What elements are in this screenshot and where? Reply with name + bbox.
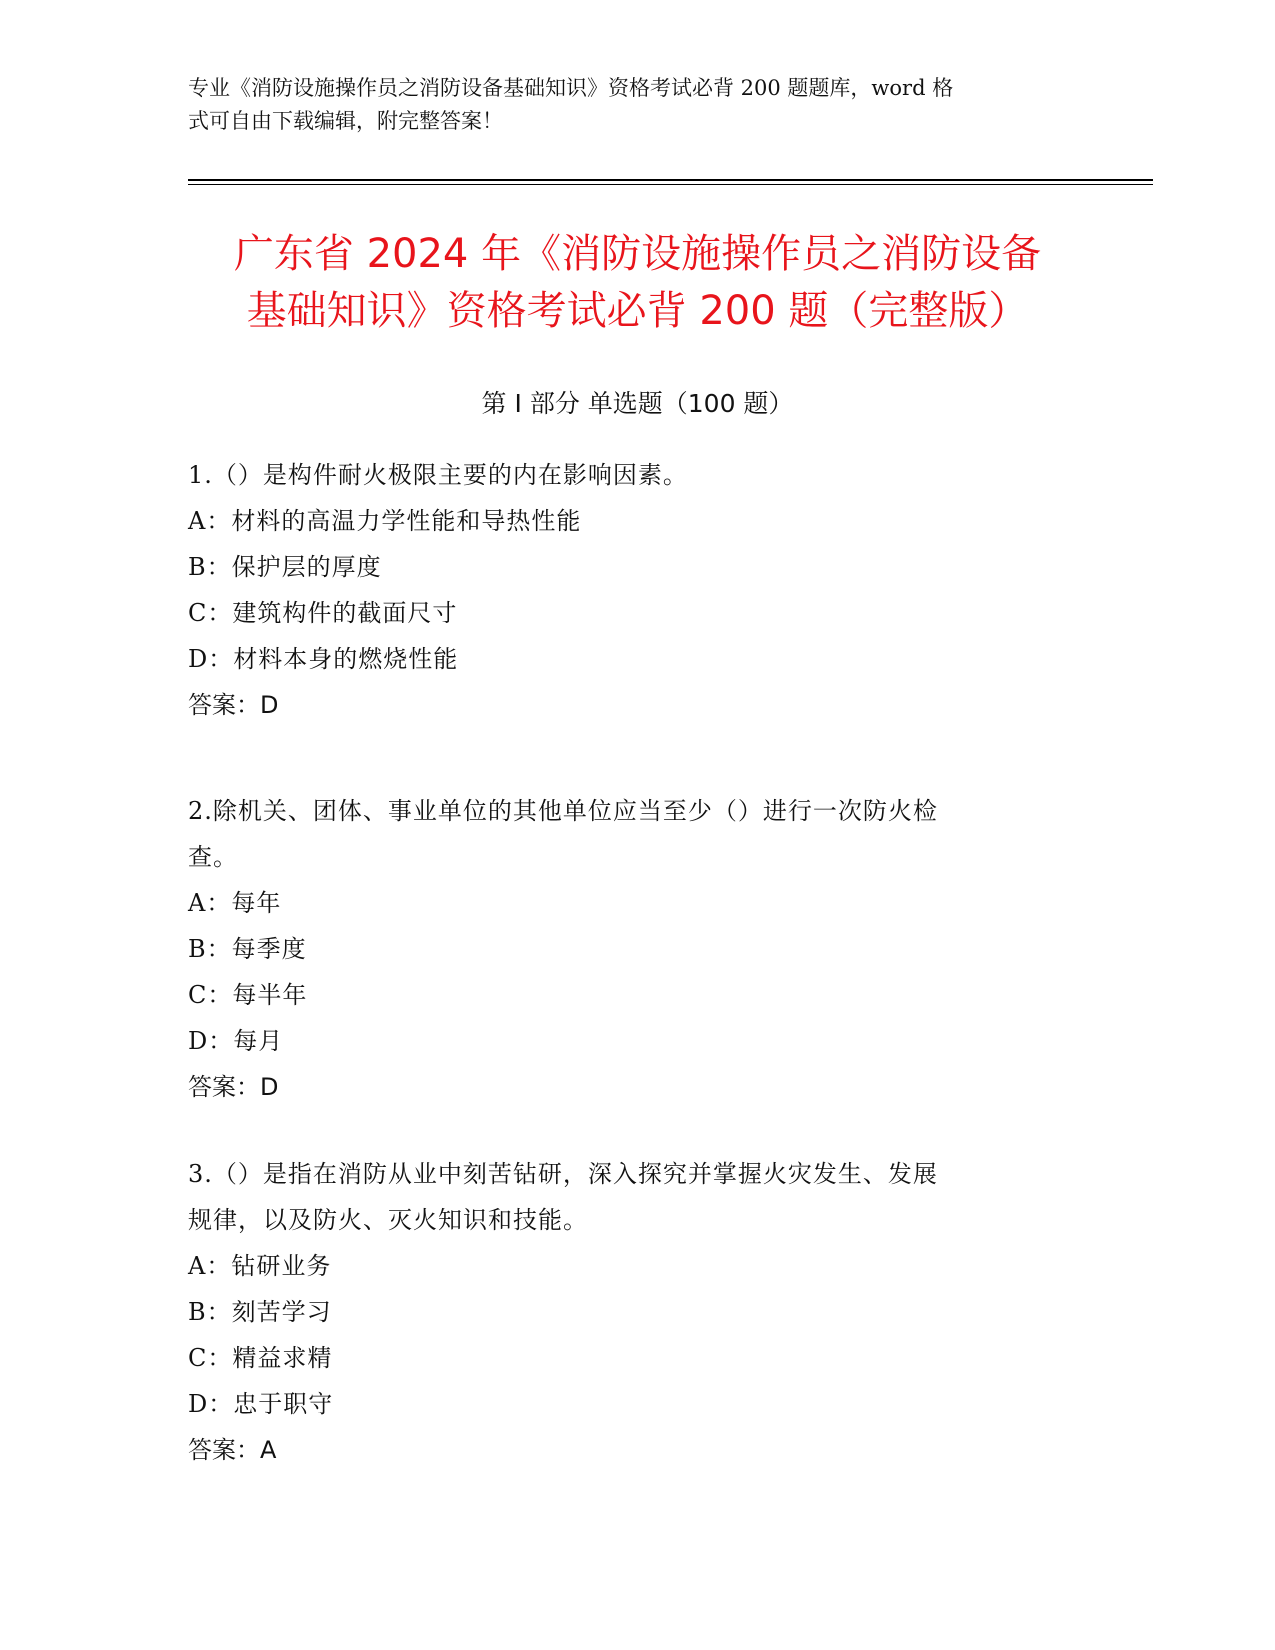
option-c: C：每半年 — [188, 981, 308, 1009]
option-d: D：每月 — [188, 1027, 284, 1055]
option-c: C：精益求精 — [188, 1344, 333, 1372]
question-1 — [188, 452, 1068, 728]
question-2 — [188, 788, 1068, 1110]
header-note-line-1: 专业《消防设施操作员之消防设备基础知识》资格考试必背 200 题题库，word 格 — [188, 76, 954, 100]
header-divider-thin — [188, 184, 1153, 185]
question-stem: 3.（）是指在消防从业中刻苦钻研，深入探究并掌握火灾发生、发展 — [188, 1160, 938, 1188]
header-note — [188, 72, 1068, 138]
answer: 答案：D — [188, 1073, 279, 1101]
option-a: A：每年 — [188, 889, 282, 917]
answer: 答案：D — [188, 691, 279, 719]
answer: 答案：A — [188, 1436, 277, 1464]
header-note-line-2: 式可自由下载编辑，附完整答案！ — [188, 109, 503, 133]
question-stem: 2.除机关、团体、事业单位的其他单位应当至少（）进行一次防火检 — [188, 797, 938, 825]
section-heading: 第 I 部分 单选题（100 题） — [481, 389, 794, 418]
question-3 — [188, 1151, 1068, 1473]
option-d: D：材料本身的燃烧性能 — [188, 645, 459, 673]
option-d: D：忠于职守 — [188, 1390, 334, 1418]
question-stem: 1.（）是构件耐火极限主要的内在影响因素。 — [188, 461, 688, 489]
document-title — [150, 226, 1125, 340]
question-stem-continued: 规律，以及防火、灭火知识和技能。 — [188, 1206, 588, 1234]
option-a: A：材料的高温力学性能和导热性能 — [188, 507, 582, 535]
document-title-line-1: 广东省 2024 年《消防设施操作员之消防设备 — [233, 231, 1042, 277]
option-b: B：每季度 — [188, 935, 307, 963]
option-b: B：刻苦学习 — [188, 1298, 332, 1326]
header-divider-thick — [188, 179, 1153, 181]
option-b: B：保护层的厚度 — [188, 553, 382, 581]
option-a: A：钻研业务 — [188, 1252, 332, 1280]
document-title-line-2: 基础知识》资格考试必背 200 题（完整版） — [246, 288, 1029, 334]
question-stem-continued: 查。 — [188, 843, 238, 871]
option-c: C：建筑构件的截面尺寸 — [188, 599, 458, 627]
